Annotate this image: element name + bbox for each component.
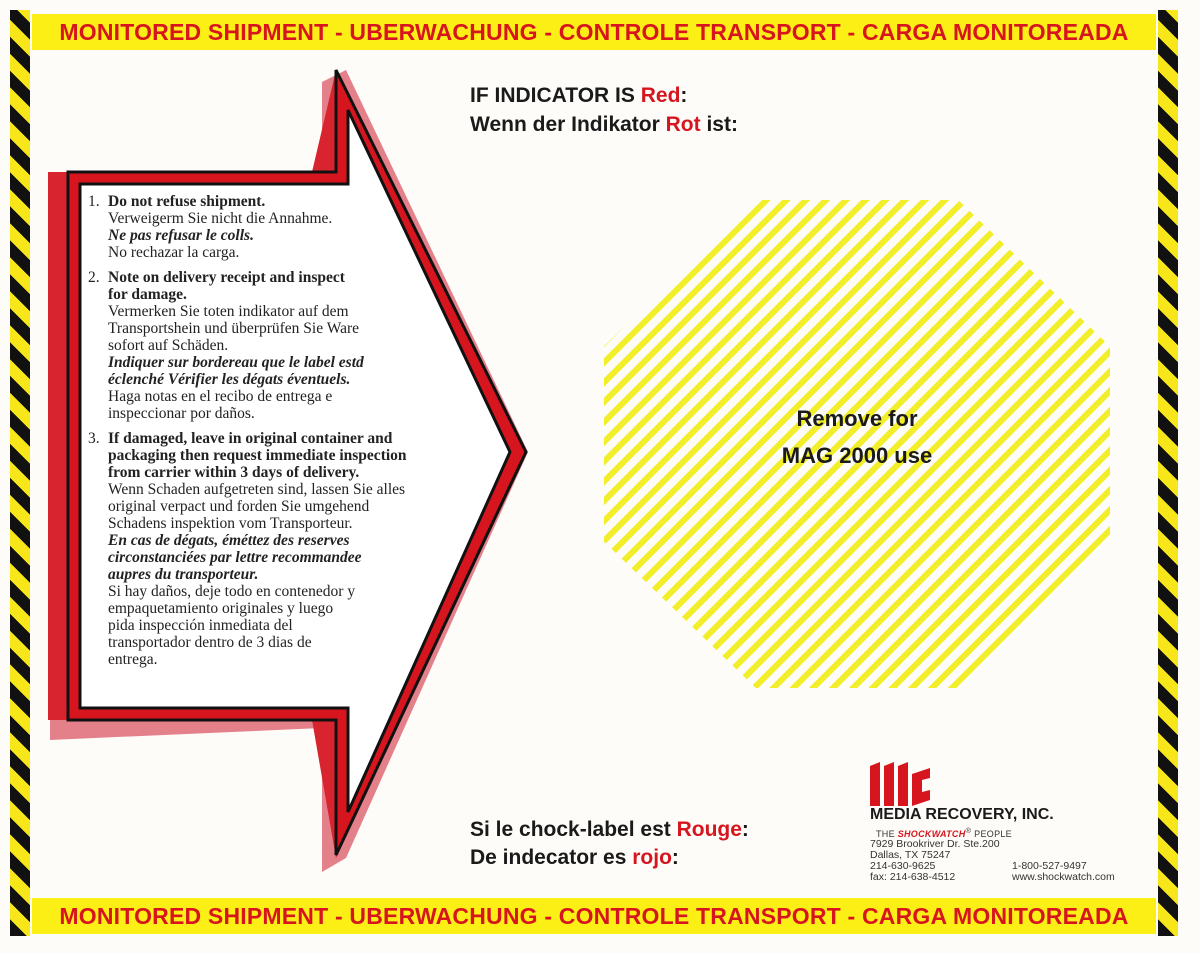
step-german: Vermerken Sie toten indikator auf dem xyxy=(108,303,349,320)
step-spanish: No rechazar la carga. xyxy=(108,244,240,261)
step-heading: packaging then request immediate inspection xyxy=(108,447,407,464)
tagline-brand: SHOCKWATCH xyxy=(897,829,966,839)
heading-german-color: Rot xyxy=(665,113,701,136)
step-heading: Do not refuse shipment. xyxy=(108,193,266,210)
indicator-text-line1: Remove for xyxy=(796,406,918,431)
step-1 xyxy=(88,193,500,261)
step-spanish: transportador dentro de 3 dias de xyxy=(108,634,312,651)
step-spanish: entrega. xyxy=(108,651,158,668)
address-line2: Dallas, TX 75247 xyxy=(870,849,951,861)
step-spanish: empaquetamiento originales y luego xyxy=(108,600,334,617)
heading-german-suffix: ist: xyxy=(700,113,738,136)
company-name: MEDIA RECOVERY, INC. xyxy=(870,806,1054,823)
heading-spanish-color: rojo xyxy=(632,846,672,869)
step-french: Ne pas refusar le colls. xyxy=(108,227,254,244)
heading-spanish-suffix: : xyxy=(671,846,679,869)
heading-french xyxy=(470,818,749,842)
heading-spanish-prefix: De indecator es xyxy=(470,846,633,869)
step-french: éclenché Vérifier les dégats éventuels. xyxy=(108,371,351,388)
heading-spanish xyxy=(470,846,679,870)
heading-german xyxy=(470,113,738,137)
step-french: circonstanciées par lettre recommandee xyxy=(108,549,362,566)
heading-french-suffix: : xyxy=(741,818,749,841)
step-heading: for damage. xyxy=(108,286,187,303)
media-recovery-logo-icon xyxy=(870,762,930,806)
tagline-post: PEOPLE xyxy=(971,829,1012,839)
company-contact xyxy=(1012,861,1115,883)
step-french: En cas de dégats, éméttez des reserves xyxy=(108,532,350,549)
step-german: sofort auf Schäden. xyxy=(108,337,229,354)
step-heading: from carrier within 3 days of delivery. xyxy=(108,464,360,481)
fax-number: fax: 214-638-4512 xyxy=(870,871,956,883)
step-german: Schadens inspektion vom Transporteur. xyxy=(108,515,353,532)
heading-english-prefix: IF INDICATOR IS xyxy=(470,84,641,107)
step-french: Indiquer sur bordereau que le label estd xyxy=(108,354,364,371)
step-heading: Note on delivery receipt and inspect xyxy=(108,269,345,286)
heading-french-prefix: Si le chock-label est xyxy=(470,818,677,841)
address-line1: 7929 Brookriver Dr. Ste.200 xyxy=(870,838,1000,850)
step-spanish: Haga notas en el recibo de entrega e xyxy=(108,388,333,405)
heading-english-suffix: : xyxy=(680,84,688,107)
step-german: Verweigerm Sie nicht die Annahme. xyxy=(108,210,333,227)
step-2 xyxy=(88,269,500,422)
step-french: aupres du transporteur. xyxy=(108,566,259,583)
step-3 xyxy=(88,430,500,668)
instructions-list xyxy=(88,193,500,676)
indicator-text-line2: MAG 2000 use xyxy=(781,443,933,468)
tollfree-number: 1-800-527-9497 xyxy=(1012,860,1087,872)
banner-top: MONITORED SHIPMENT - UBERWACHUNG - CONTROLE TRANSPORT - CARGA MONITOREADA xyxy=(32,14,1156,50)
step-number: 2. xyxy=(88,269,100,286)
heading-german-prefix: Wenn der Indikator xyxy=(470,113,666,136)
phone-number: 214-630-9625 xyxy=(870,860,936,872)
step-spanish: pida inspección inmediata del xyxy=(108,617,293,634)
step-number: 1. xyxy=(88,193,100,210)
step-number: 3. xyxy=(88,430,100,447)
banner-bottom: MONITORED SHIPMENT - UBERWACHUNG - CONTROLE TRANSPORT - CARGA MONITOREADA xyxy=(32,898,1156,934)
step-german: Wenn Schaden aufgetreten sind, lassen Sie alles xyxy=(108,481,406,498)
indicator-text xyxy=(604,400,1110,474)
step-german: Transportshein und überprüfen Sie Ware xyxy=(108,320,360,337)
heading-english xyxy=(470,84,687,108)
heading-english-color: Red xyxy=(640,84,681,107)
heading-french-color: Rouge xyxy=(676,818,742,841)
company-address xyxy=(870,839,1000,883)
tagline-pre: THE xyxy=(876,829,898,839)
step-heading: If damaged, leave in original container and xyxy=(108,430,393,447)
website-link[interactable]: www.shockwatch.com xyxy=(1012,871,1115,883)
step-spanish: inspeccionar por daños. xyxy=(108,405,255,422)
step-german: original verpact und forden Sie umgehend xyxy=(108,498,370,515)
tagline-reg: ® xyxy=(965,826,972,835)
step-spanish: Si hay daños, deje todo en contenedor y xyxy=(108,583,356,600)
